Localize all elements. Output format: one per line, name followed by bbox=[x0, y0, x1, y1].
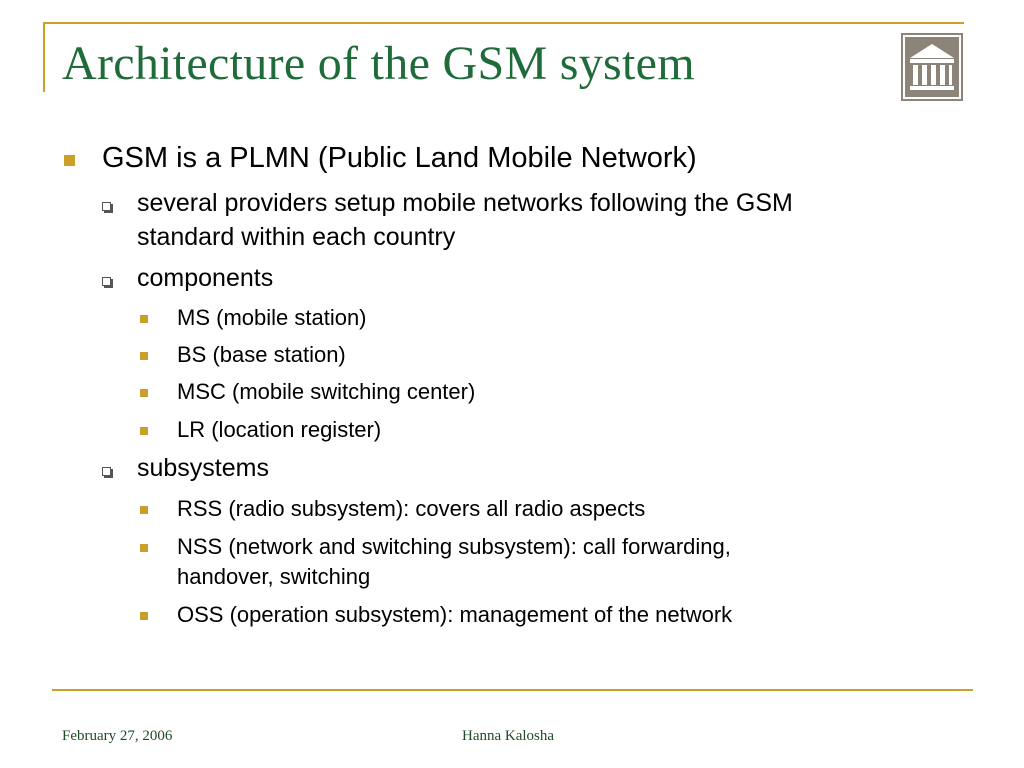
frame-top-rule bbox=[43, 22, 964, 24]
bullet-bs: BS (base station) bbox=[177, 342, 346, 367]
square-bullet-icon bbox=[140, 612, 148, 620]
bullet-subsystems: subsystems bbox=[137, 454, 269, 482]
bullet-lr: LR (location register) bbox=[177, 417, 382, 442]
bullet-gsm-plmn: GSM is a PLMN (Public Land Mobile Network) bbox=[102, 142, 697, 174]
square-bullet-icon bbox=[140, 389, 148, 397]
footer-date: February 27, 2006 bbox=[62, 728, 173, 744]
bullet-oss: OSS (operation subsystem): management of the network bbox=[177, 602, 733, 627]
square-bullet-icon bbox=[140, 352, 148, 360]
square-bullet-icon bbox=[140, 427, 148, 435]
footer-author: Hanna Kalosha bbox=[462, 728, 555, 744]
bullet-providers-line1: several providers setup mobile networks following the GSM bbox=[137, 189, 793, 217]
bullet-msc: MSC (mobile switching center) bbox=[177, 379, 476, 404]
footer-rule bbox=[52, 689, 973, 691]
hollow-square-bullet-icon bbox=[102, 277, 111, 286]
square-bullet-icon bbox=[140, 544, 148, 552]
slide-title: Architecture of the GSM system bbox=[62, 37, 695, 90]
square-bullet-icon bbox=[140, 315, 148, 323]
bullet-nss-line1: NSS (network and switching subsystem): call forwarding, bbox=[177, 534, 731, 559]
square-bullet-icon bbox=[64, 155, 75, 166]
bullet-providers-line2: standard within each country bbox=[137, 223, 456, 251]
bullet-rss: RSS (radio subsystem): covers all radio aspects bbox=[177, 496, 646, 521]
bullet-ms: MS (mobile station) bbox=[177, 305, 367, 330]
university-building-icon bbox=[900, 32, 964, 102]
hollow-square-bullet-icon bbox=[102, 467, 111, 476]
bullet-nss-line2: handover, switching bbox=[177, 564, 371, 589]
hollow-square-bullet-icon bbox=[102, 202, 111, 211]
frame-left-rule bbox=[43, 22, 45, 92]
square-bullet-icon bbox=[140, 506, 148, 514]
bullet-components: components bbox=[137, 264, 274, 292]
